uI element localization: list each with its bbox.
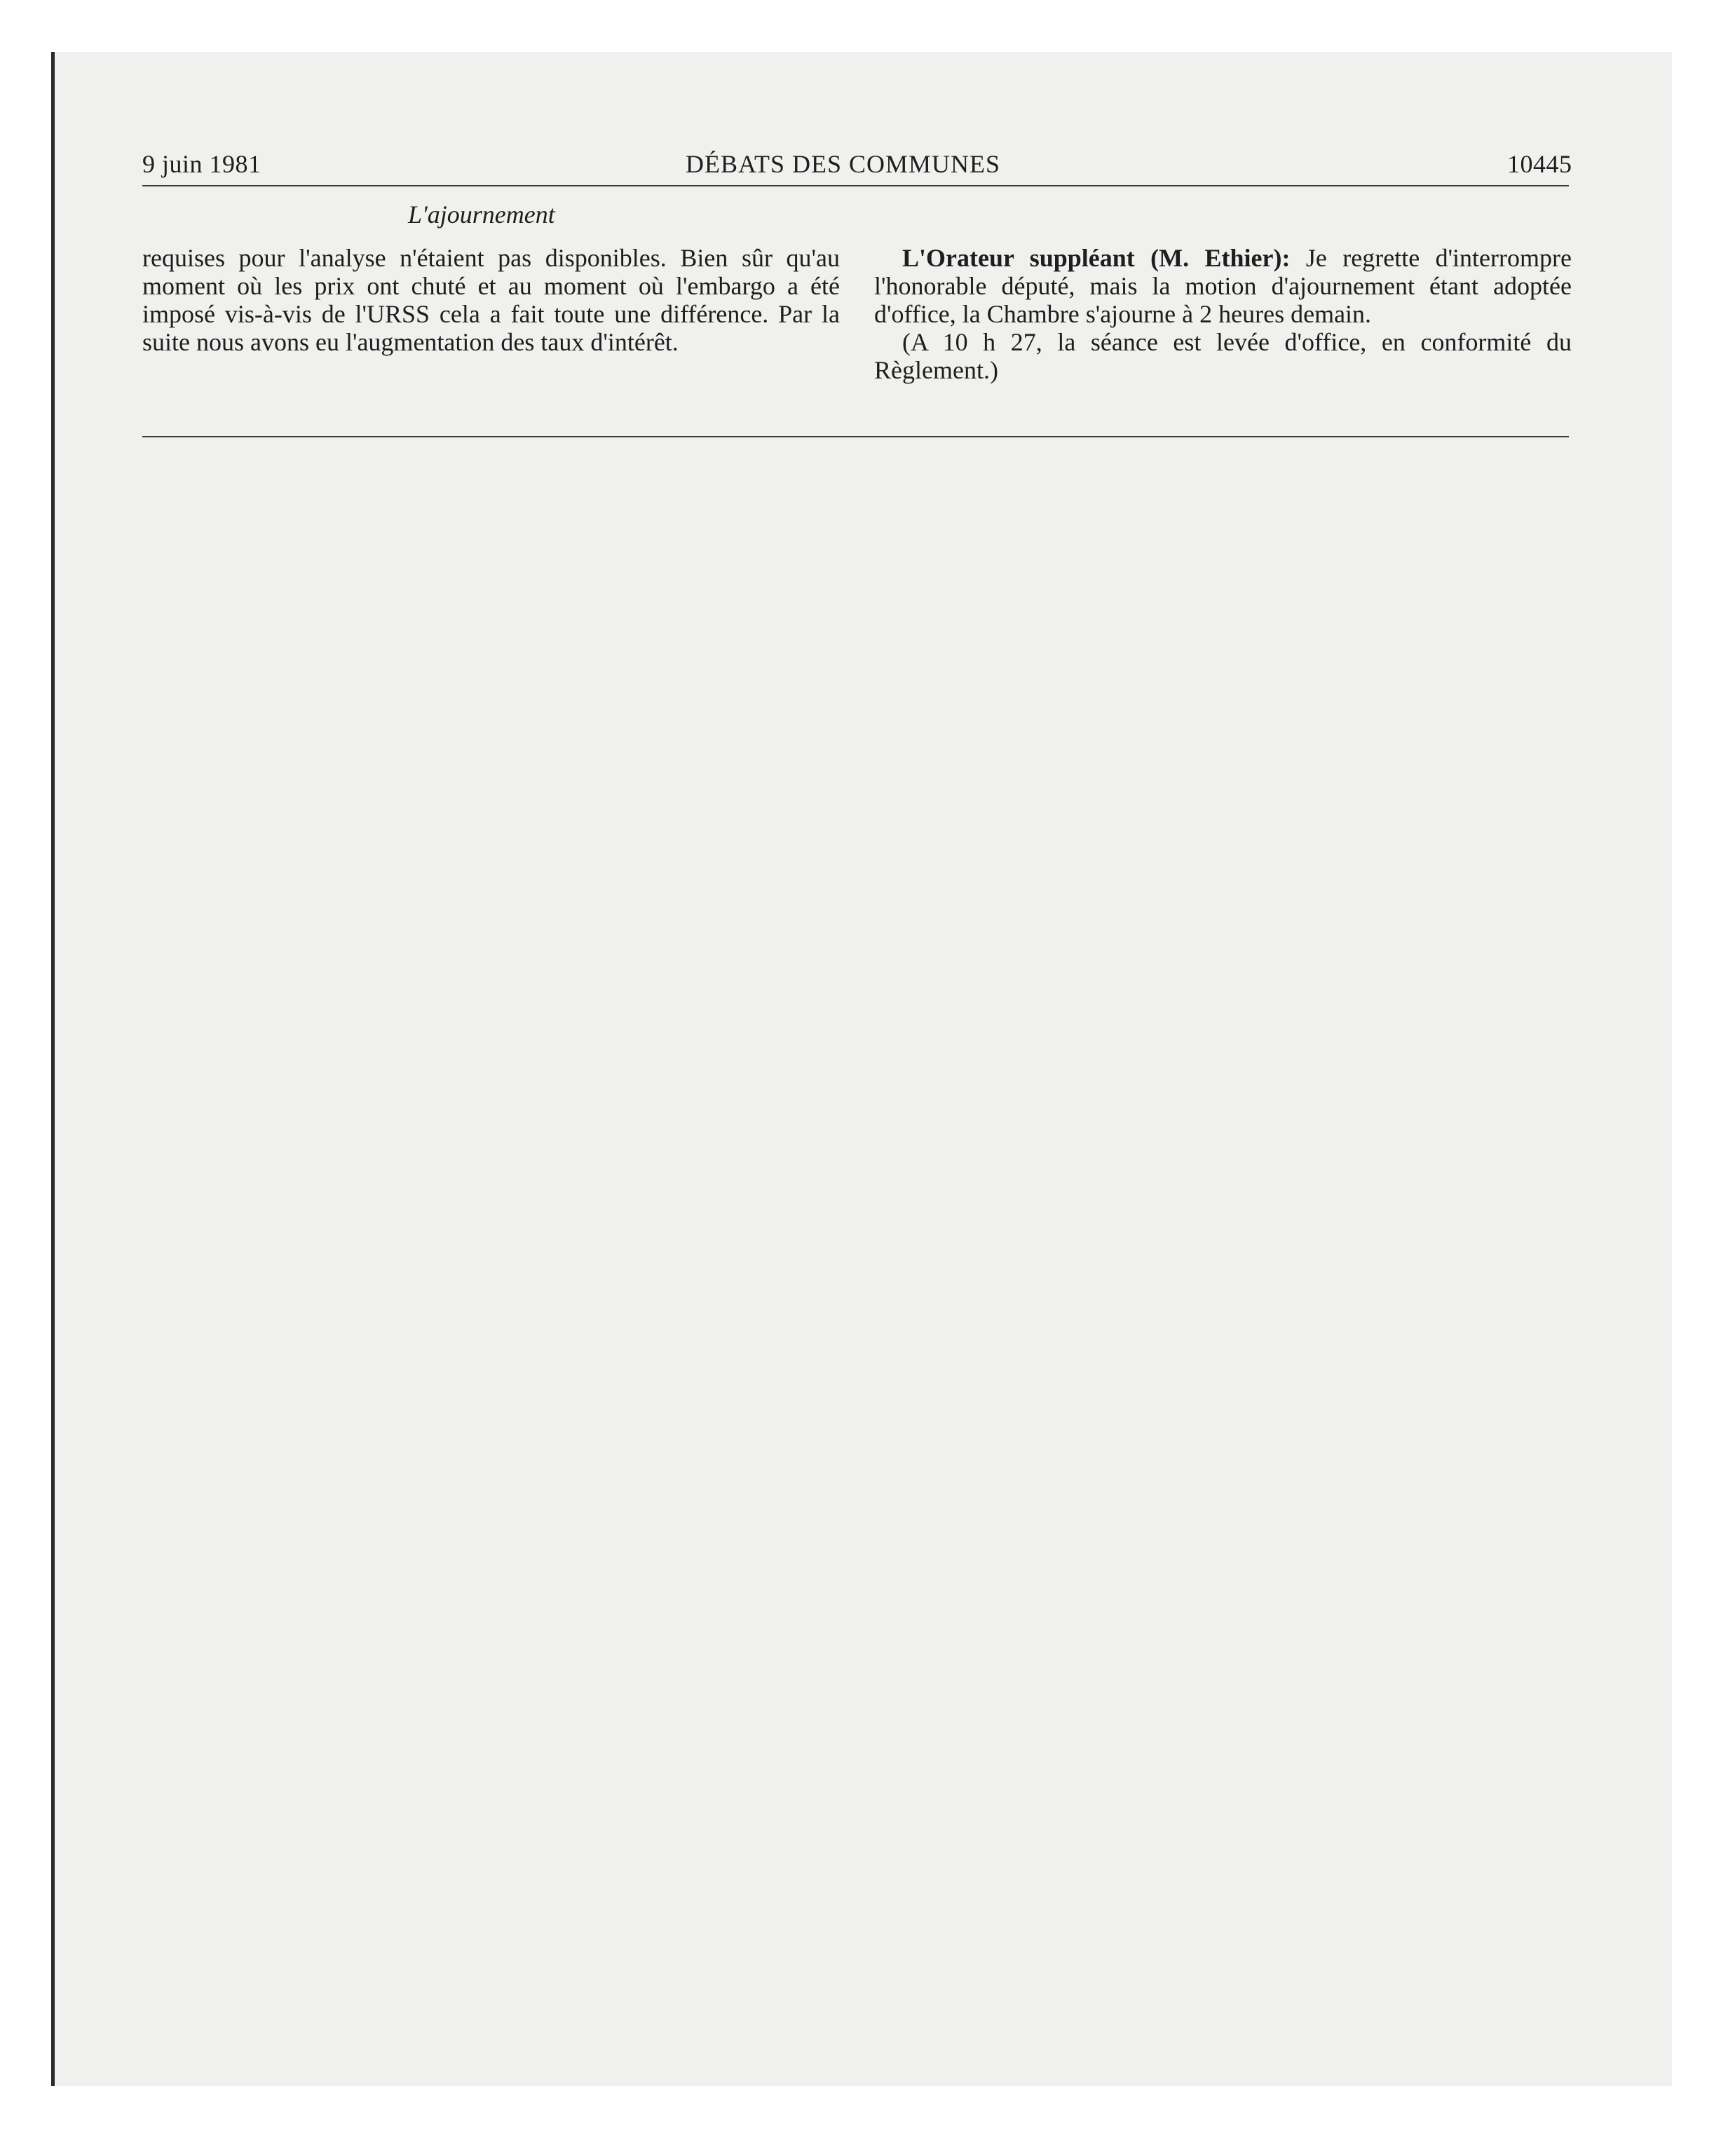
section-heading: L'ajournement (408, 200, 555, 228)
header-title: DÉBATS DES COMMUNES (686, 150, 1001, 178)
speech-paragraph (874, 244, 1572, 328)
end-rule (142, 436, 1569, 437)
header-page-number: 10445 (1507, 150, 1572, 178)
binding-edge (51, 52, 55, 2086)
speaker-name: L'Orateur suppléant (M. Ethier): (902, 244, 1291, 272)
speech-text: Je regrette d'interrompre l'honorable député, mais la motion d'ajournement étant adoptée d'office, la Chambre s'ajourne à 2 heures demain. (874, 244, 1572, 328)
right-column (874, 244, 1572, 384)
left-column (142, 244, 840, 356)
header-date: 9 juin 1981 (142, 150, 261, 178)
header-rule (142, 185, 1569, 186)
left-column-paragraph: requises pour l'analyse n'étaient pas disponibles. Bien sûr qu'au moment où les prix ont chuté et au moment où l'embargo a été imposé vis-à-vis de l'URSS cela a fait toute une différence. Par la suite nous avons eu l'augmentation des taux d'intérêt. (142, 244, 840, 356)
adjournment-note: (A 10 h 27, la séance est levée d'office, en conformité du Règlement.) (874, 328, 1572, 384)
